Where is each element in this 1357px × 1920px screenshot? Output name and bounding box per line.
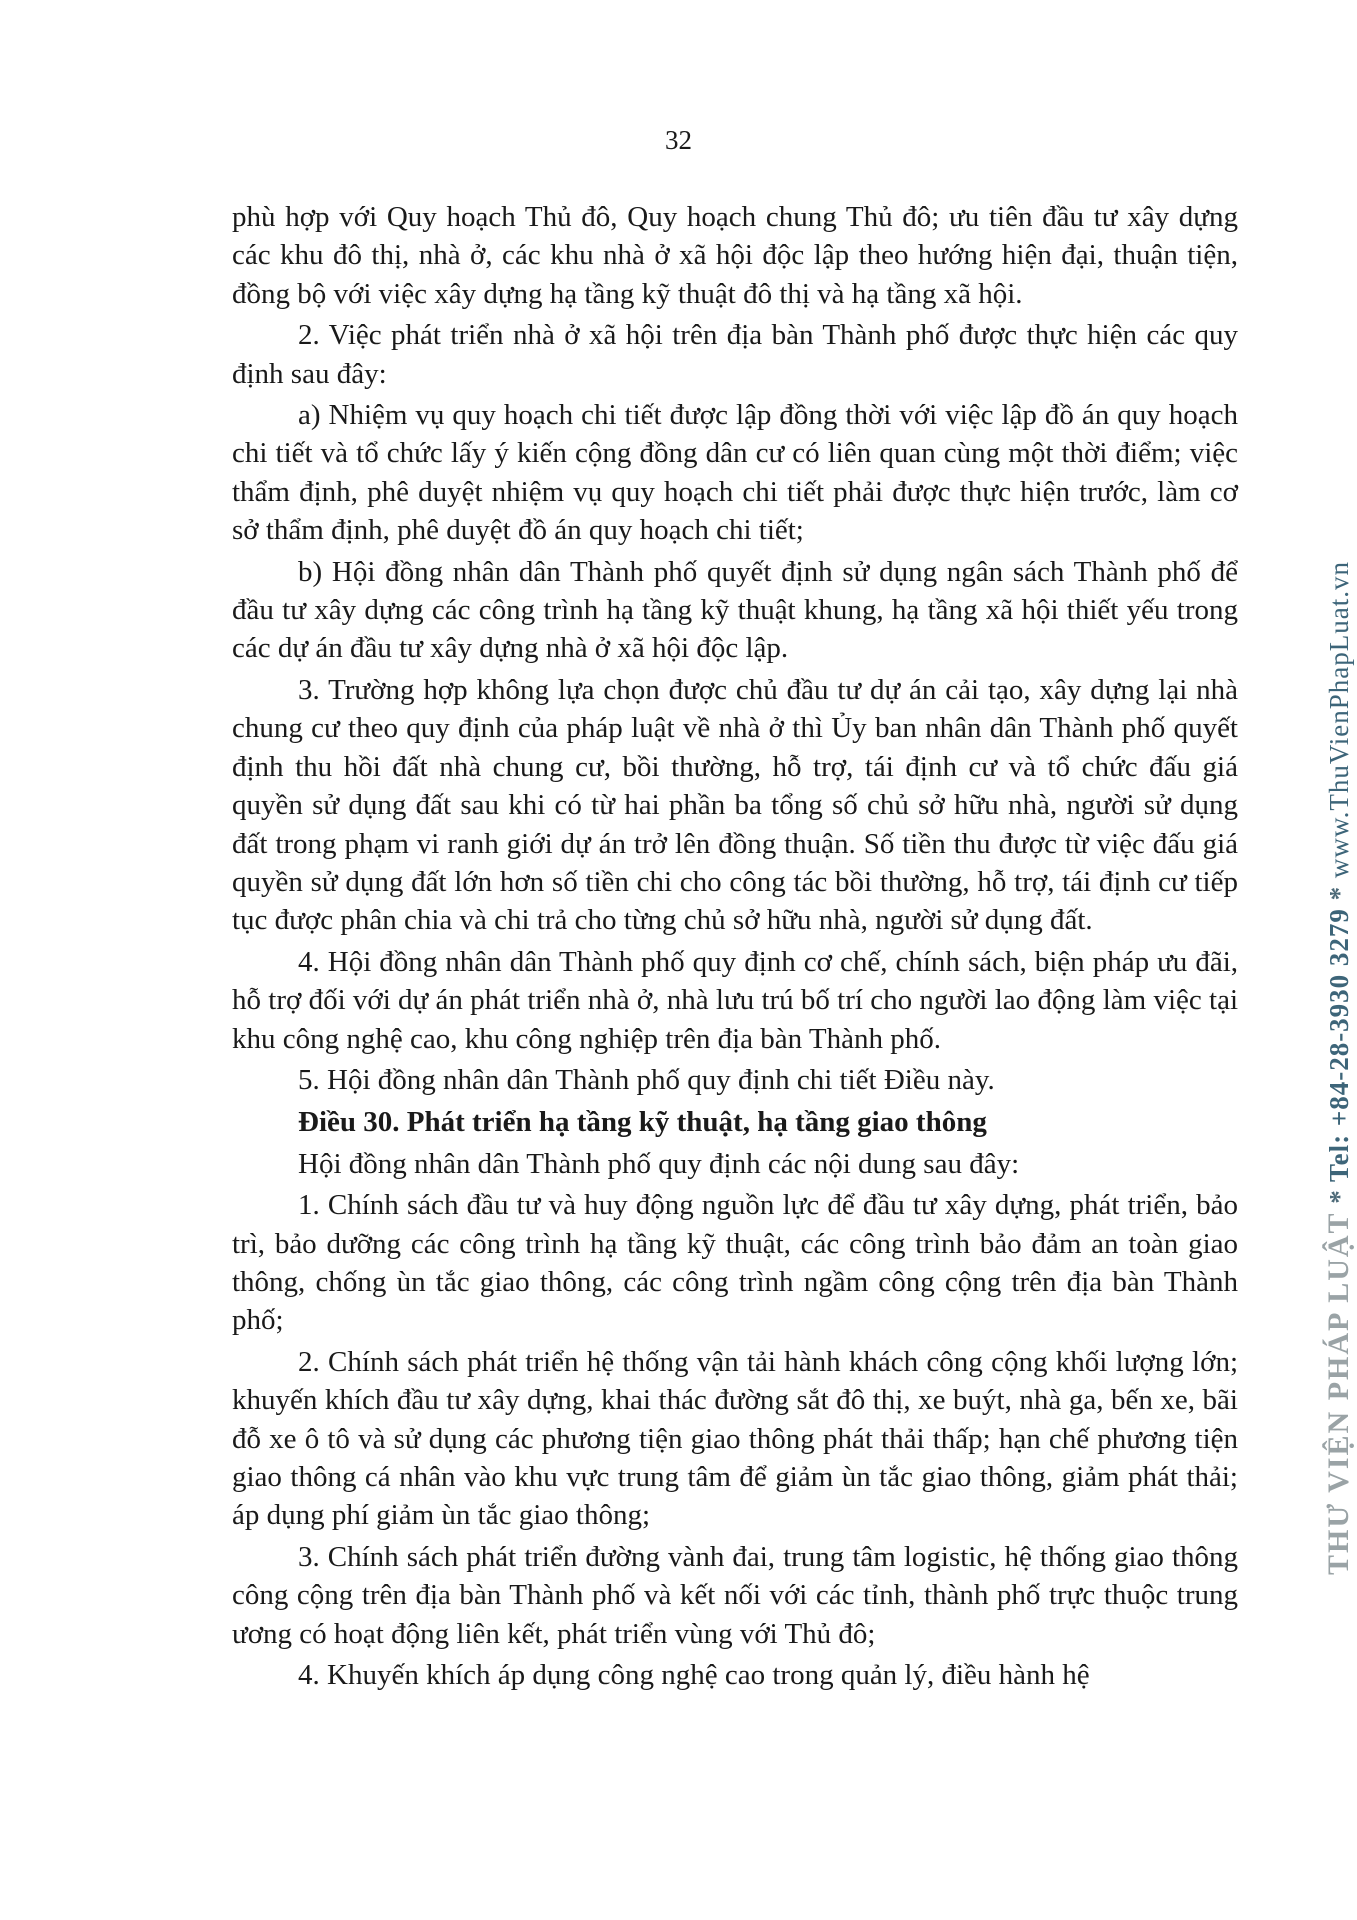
- paragraph: 3. Trường hợp không lựa chọn được chủ đầu tư dự án cải tạo, xây dựng lại nhà chung cư theo quy định của pháp luật về nhà ở thì Ủy ban nhân dân Thành phố quyết định thu hồi đất nhà chung cư, bồi thường, hỗ trợ, tái định cư và tổ chức đấu giá quyền sử dụng đất sau khi có từ hai phần ba tổng số chủ sở hữu nhà, người sử dụng đất trong phạm vi ranh giới dự án trở lên đồng thuận. Số tiền thu được từ việc đấu giá quyền sử dụng đất lớn hơn số tiền chi cho công tác bồi thường, hỗ trợ, tái định cư tiếp tục được phân chia và chi trả cho từng chủ sở hữu nhà, người sử dụng đất.: [232, 673, 1238, 937]
- document-body: [232, 198, 1238, 1697]
- paragraph: Hội đồng nhân dân Thành phố quy định các nội dung sau đây:: [298, 1147, 1020, 1180]
- article-heading: Điều 30. Phát triển hạ tầng kỹ thuật, hạ tầng giao thông: [298, 1106, 987, 1139]
- watermark-separator: *: [1324, 1189, 1354, 1204]
- paragraph: 2. Việc phát triển nhà ở xã hội trên địa bàn Thành phố được thực hiện các quy định sau đây:: [232, 319, 1238, 390]
- paragraph: 3. Chính sách phát triển đường vành đai, trung tâm logistic, hệ thống giao thông công cộng trên địa bàn Thành phố và kết nối với các tỉnh, thành phố trực thuộc trung ương có hoạt động liên kết, phát triển vùng với Thủ đô;: [232, 1540, 1238, 1650]
- paragraph: 5. Hội đồng nhân dân Thành phố quy định chi tiết Điều này.: [298, 1063, 995, 1096]
- paragraph: 4. Khuyến khích áp dụng công nghệ cao trong quản lý, điều hành hệ: [298, 1659, 1090, 1692]
- page-number: 32: [665, 125, 692, 155]
- paragraph: 2. Chính sách phát triển hệ thống vận tải hành khách công cộng khối lượng lớn; khuyến khích đầu tư xây dựng, khai thác đường sắt đô thị, xe buýt, nhà ga, bến xe, bãi đỗ xe ô tô và sử dụng các phương tiện giao thông phát thải thấp; hạn chế phương tiện giao thông cá nhân vào khu vực trung tâm để giảm ùn tắc giao thông, giảm phát thải; áp dụng phí giảm ùn tắc giao thông;: [232, 1345, 1238, 1532]
- watermark-url: www.ThuVienPhapLuat.vn: [1324, 560, 1354, 879]
- watermark-separator: *: [1324, 885, 1354, 901]
- paragraph: phù hợp với Quy hoạch Thủ đô, Quy hoạch chung Thủ đô; ưu tiên đầu tư xây dựng các khu đô thị, nhà ở, các khu nhà ở xã hội độc lập theo hướng hiện đại, thuận tiện, đồng bộ với việc xây dựng hạ tầng kỹ thuật đô thị và hạ tầng xã hội.: [232, 201, 1238, 310]
- paragraph: b) Hội đồng nhân dân Thành phố quyết định sử dụng ngân sách Thành phố để đầu tư xây dựng các công trình hạ tầng kỹ thuật khung, hạ tầng xã hội thiết yếu trong các dự án đầu tư xây dựng nhà ở xã hội độc lập.: [232, 555, 1238, 665]
- paragraph: a) Nhiệm vụ quy hoạch chi tiết được lập đồng thời với việc lập đồ án quy hoạch chi tiết và tổ chức lấy ý kiến cộng đồng dân cư có liên quan cùng một thời điểm; việc thẩm định, phê duyệt nhiệm vụ quy hoạch chi tiết phải được thực hiện trước, làm cơ sở thẩm định, phê duyệt đồ án quy hoạch chi tiết;: [232, 399, 1238, 547]
- watermark-tel: Tel: +84-28-3930 3279: [1324, 908, 1354, 1182]
- watermark: [1322, 561, 1356, 1575]
- watermark-brand: THƯ VIỆN PHÁP LUẬT: [1322, 1211, 1355, 1575]
- paragraph: 1. Chính sách đầu tư và huy động nguồn lực để đầu tư xây dựng, phát triển, bảo trì, bảo dưỡng các công trình hạ tầng kỹ thuật, các công trình bảo đảm an toàn giao thông, chống ùn tắc giao thông, các công trình ngầm công cộng trên địa bàn Thành phố;: [232, 1189, 1238, 1337]
- paragraph: 4. Hội đồng nhân dân Thành phố quy định cơ chế, chính sách, biện pháp ưu đãi, hỗ trợ đối với dự án phát triển nhà ở, nhà lưu trú bố trí cho người lao động làm việc tại khu công nghệ cao, khu công nghiệp trên địa bàn Thành phố.: [232, 945, 1238, 1055]
